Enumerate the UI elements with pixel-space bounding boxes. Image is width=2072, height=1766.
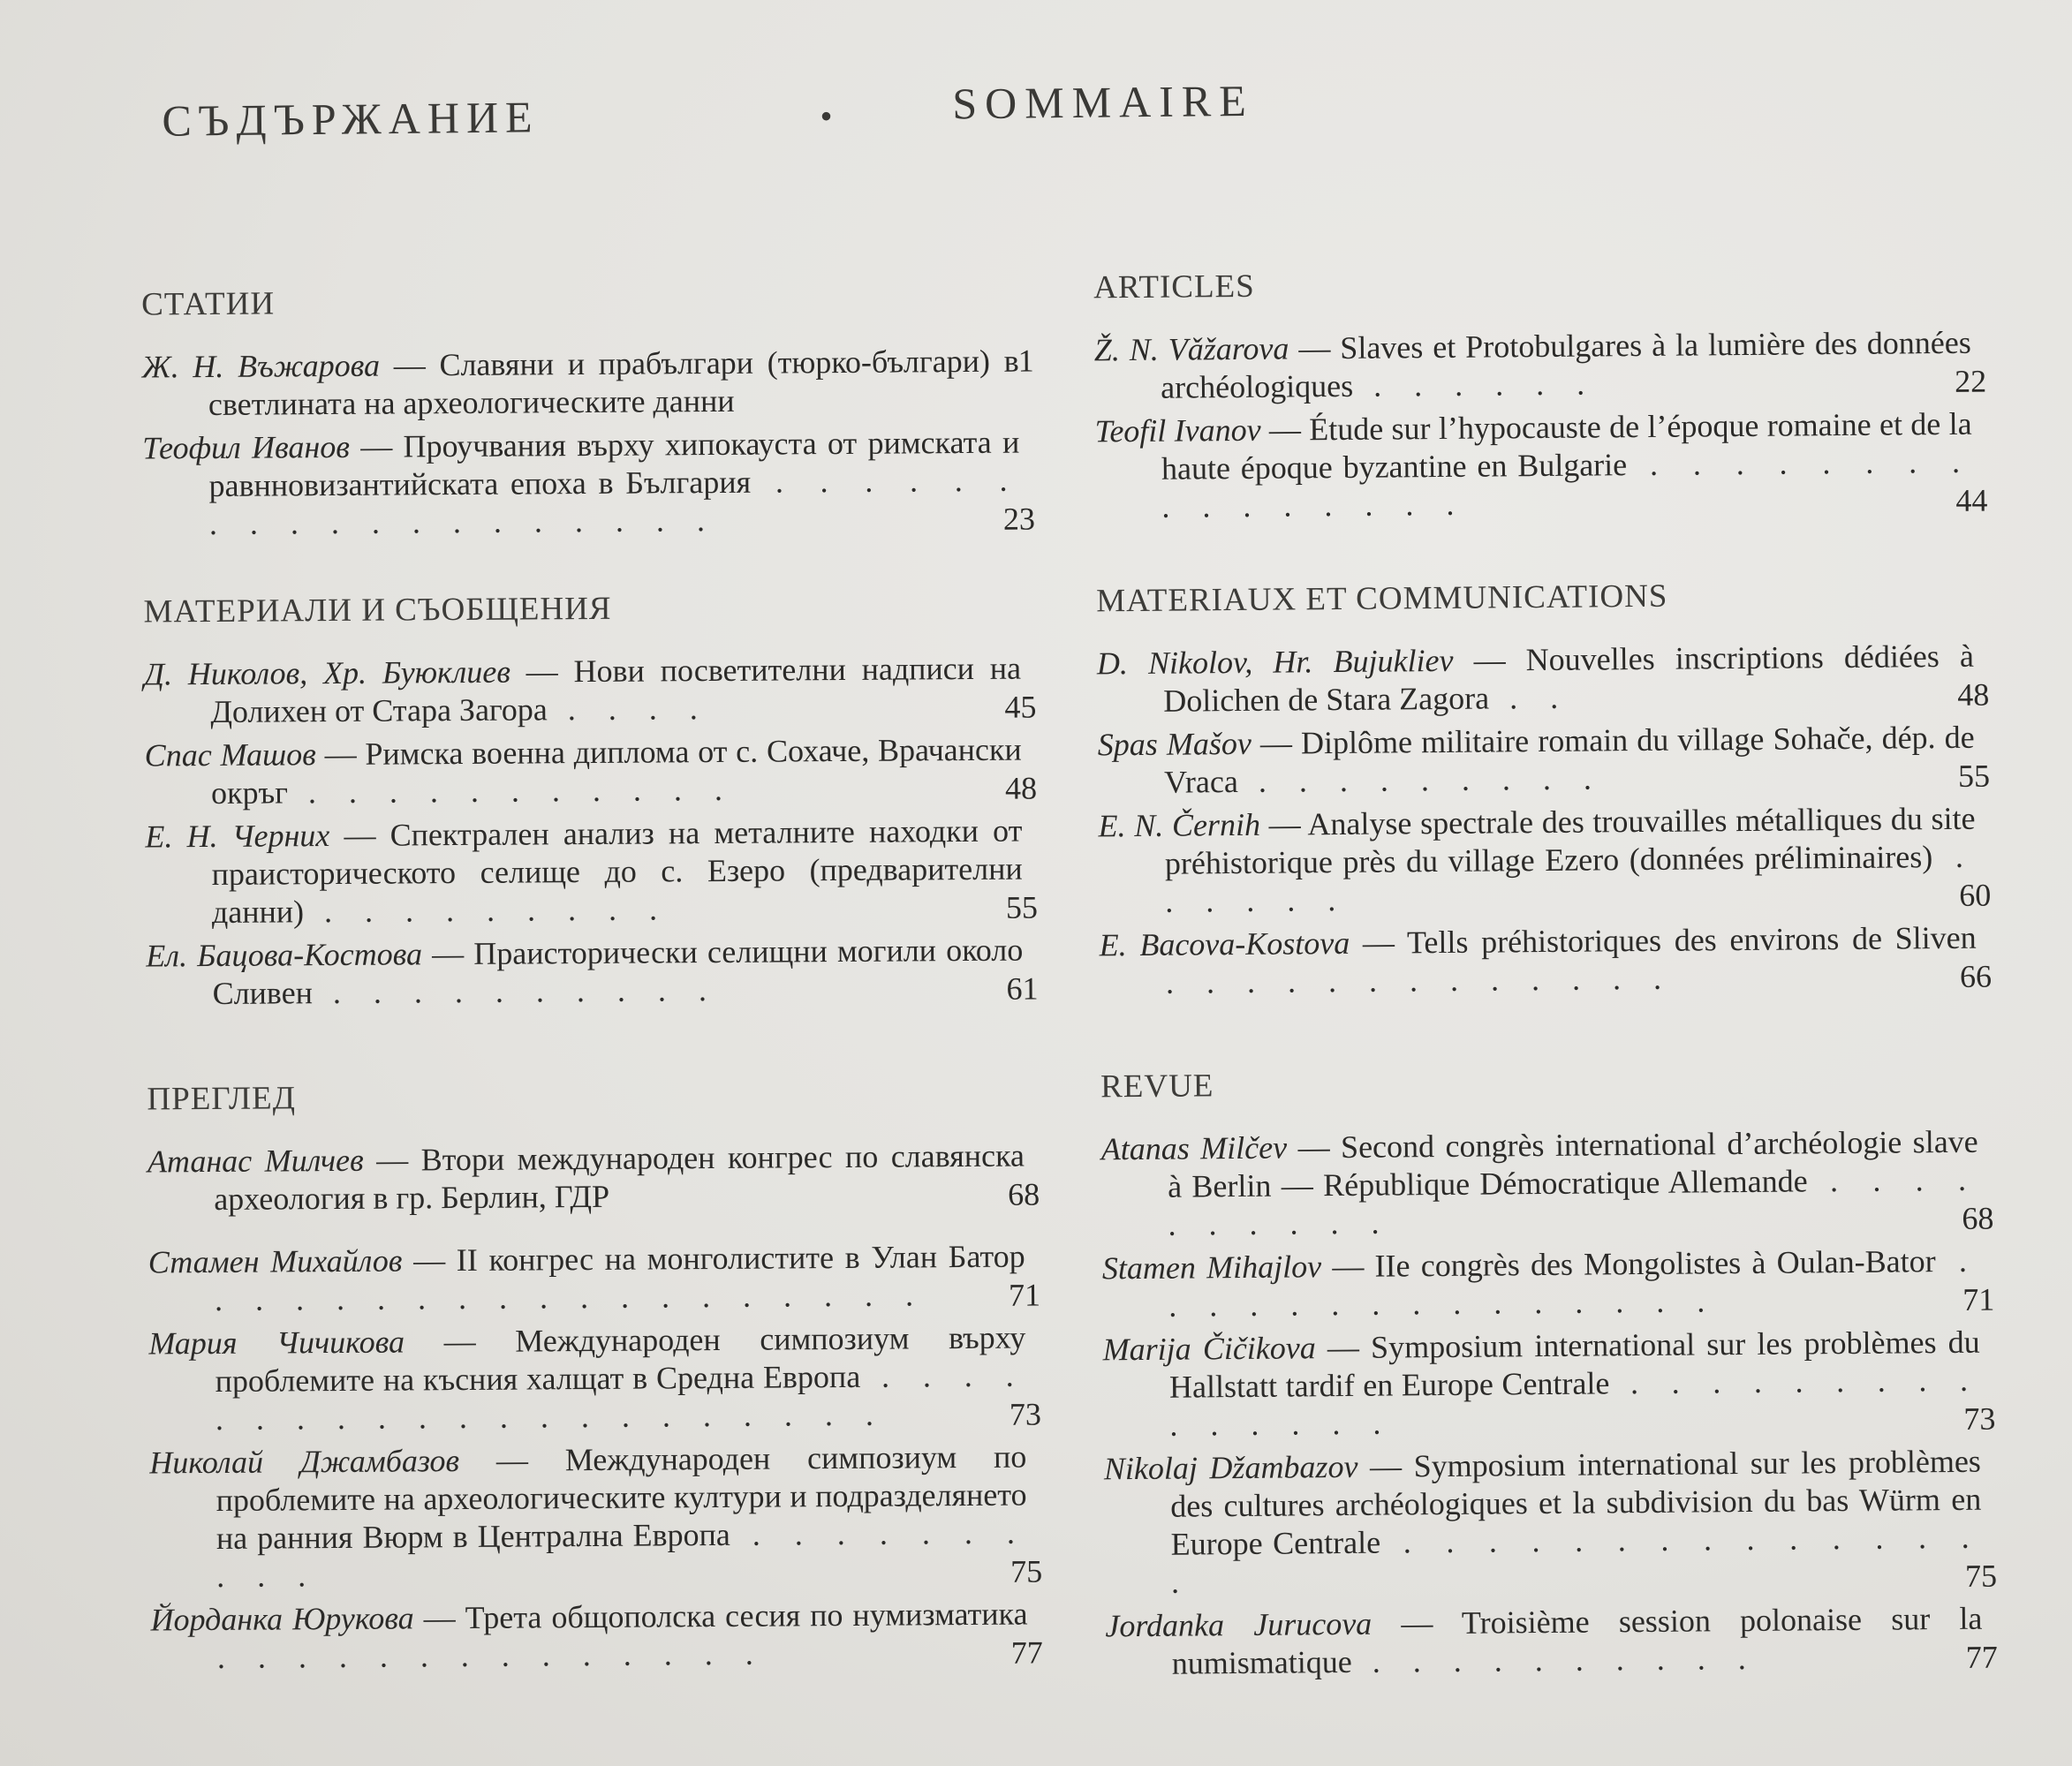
entry-page-number: 23 xyxy=(1002,501,1036,537)
entry-leader: . . . . . . . . . xyxy=(303,891,670,930)
entry-leader: . . . . . . . . . . . . . . . . . . xyxy=(214,1277,926,1317)
entry-page-number: 55 xyxy=(1005,889,1039,925)
entry-leader: . . . . . . . . . . . . . . . xyxy=(1169,1362,1981,1443)
toc-entry[interactable] xyxy=(1100,919,1993,1003)
header-title-french: SOMMAIRE xyxy=(951,75,1255,129)
entry-author: Атанас Милчев xyxy=(147,1142,364,1180)
toc-entry[interactable] xyxy=(148,1318,1041,1438)
entry-leader: . . xyxy=(1488,679,1571,716)
entry-author: Stamen Mihajlov xyxy=(1101,1249,1322,1287)
toc-entry[interactable] xyxy=(145,730,1038,812)
entry-title: — Étude sur l’hypocauste de l’époque romaine et de la haute époque byzantine en Bulgarie xyxy=(1161,405,1972,487)
entry-author: Ел. Бацова-Костова xyxy=(146,936,423,974)
entry-title: — Slaves et Protobulgares à la lumière des données archéologiques xyxy=(1161,324,1971,405)
entry-title: — Tells préhistoriques des environs de Sliven xyxy=(1350,919,1977,961)
section-materials-fr xyxy=(1096,575,1992,1008)
entry-page-number: 61 xyxy=(1006,970,1039,1007)
entry-leader: . . . . . . . . . . . . . . . xyxy=(1170,1519,1982,1600)
entry-page-number: 71 xyxy=(1962,1281,1995,1317)
toc-entry[interactable] xyxy=(148,1237,1041,1319)
entry-title: — Римска военна диплома от с. Сохаче, Врачански окръг xyxy=(210,731,1022,811)
entry-title: — Symposium international sur les problèmes des cultures archéologiques et la subdivision du bas Würm en Europe Centrale xyxy=(1170,1443,1982,1562)
section-review-bg xyxy=(147,1074,1043,1682)
entry-leader: . . . . . . xyxy=(1165,838,1977,919)
entry-title: — Славяни и прабългари (тюрко-българи) в светлината на археологическите данни xyxy=(208,343,1019,422)
entry-leader: . . . . . . . . . . . . . . . . . . . xyxy=(208,462,1020,541)
entry-leader: . . . . . . . . . . . . . . . . . . . . . xyxy=(215,1357,1026,1437)
entry-leader: . . . . . . . . . . . . . xyxy=(1165,960,1675,1000)
entry-page-number: 77 xyxy=(1010,1634,1043,1671)
entry-page-number: 77 xyxy=(1965,1639,1998,1675)
entry-author: Nikolaj Džambazov xyxy=(1103,1448,1358,1487)
entry-leader: . . . . xyxy=(547,691,710,728)
entry-title: — Nouvelles inscriptions dédiées à Dolichen de Stara Zagora xyxy=(1163,638,1975,719)
entry-author: Спас Машов xyxy=(144,736,316,774)
entry-page-number: 66 xyxy=(1959,958,1993,994)
entry-page-number: 71 xyxy=(1008,1277,1041,1313)
entry-page-number: 68 xyxy=(1962,1200,1994,1236)
entry-page-number: 75 xyxy=(1010,1553,1043,1589)
entry-page-number: 48 xyxy=(1004,770,1038,806)
toc-entry[interactable] xyxy=(1097,638,1990,721)
entry-page-number: 68 xyxy=(1008,1176,1040,1212)
toc-entry[interactable] xyxy=(144,649,1037,731)
entry-leader: . . . . . . . . . . xyxy=(1168,1161,1979,1242)
entry-title: — Diplôme militaire romain du village Sohače, dép. de Vraca xyxy=(1163,719,1975,800)
entry-title: — Спектрален анализ на металните находки от праисторическото селище до с. Езеро (предварителни данни) xyxy=(211,812,1023,930)
toc-entry[interactable] xyxy=(147,1136,1040,1219)
entry-author: Е. Н. Черних xyxy=(145,818,330,855)
section-title: СТАТИИ xyxy=(141,285,276,323)
section-materials-bg xyxy=(143,586,1038,1018)
section-title: ПРЕГЛЕД xyxy=(147,1080,297,1118)
entry-leader: . . . . . . xyxy=(1352,366,1598,404)
toc-entry[interactable] xyxy=(1102,1242,1995,1326)
toc-entry[interactable] xyxy=(1094,324,1987,408)
entry-title: — Проучвания върху хипокауста от римската и равнновизантийската епоха в България xyxy=(208,424,1020,503)
entry-author: Николай Джамбазов xyxy=(149,1443,460,1481)
entry-author: Atanas Milčev xyxy=(1100,1129,1288,1167)
entry-leader: . . . . . . . . . . . . . . . . xyxy=(1161,443,1973,525)
entry-title: — IIe congrès des Mongolistes à Oulan-Bator xyxy=(1320,1243,1936,1285)
entry-author: Д. Николов, Хр. Буюклиев xyxy=(143,653,511,692)
toc-entry[interactable] xyxy=(146,931,1039,1013)
entry-author: Jordanka Jurucova xyxy=(1105,1605,1373,1644)
toc-entry[interactable] xyxy=(1104,1443,1997,1603)
entry-page-number: 45 xyxy=(1004,689,1037,725)
entry-leader: . . . . . . . . . . . . . . . xyxy=(1168,1242,1980,1324)
toc-entry[interactable] xyxy=(145,811,1038,932)
entry-leader: . . . . . . . . . . xyxy=(1351,1640,1758,1679)
toc-entry[interactable] xyxy=(1098,800,1991,922)
entry-author: D. Nikolov, Hr. Bujukliev xyxy=(1096,642,1454,682)
entry-title: — Международен симпозиум по проблемите на археологическите култури и подразделянето на ранния Вюрм в Централна Европа xyxy=(216,1438,1027,1556)
entry-page-number: 73 xyxy=(1963,1400,1996,1437)
toc-entry[interactable] xyxy=(150,1595,1043,1677)
toc-entry[interactable] xyxy=(1094,405,1987,527)
entry-leader: . . . . . . . . . . xyxy=(216,1514,1028,1594)
toc-entry[interactable] xyxy=(149,1438,1042,1596)
header-separator: • xyxy=(820,95,840,136)
toc-entry[interactable] xyxy=(142,423,1035,543)
entry-leader: . . . . . . . . . xyxy=(1237,760,1605,799)
entry-page-number: 44 xyxy=(1955,482,1988,518)
entry-author: Стамен Михайлов xyxy=(147,1242,403,1280)
entry-title: — Analyse spectrale des trouvailles métalliques du site préhistorique près du village Ezero (données préliminaires) xyxy=(1164,800,1976,881)
entry-page-number: 75 xyxy=(1964,1558,1998,1594)
entry-page-number: 1 xyxy=(1017,343,1034,379)
header-title-bulgarian: СЪДЪРЖАНИЕ xyxy=(162,92,540,146)
entry-page-number: 22 xyxy=(1954,363,1987,399)
entry-author: Spas Mašov xyxy=(1097,725,1252,763)
entry-title: — Second congrès international d’archéologie slave à Berlin — République Démocratique Allemande xyxy=(1167,1123,1978,1204)
entry-page-number: 60 xyxy=(1959,877,1992,913)
entry-author: Teofil Ivanov xyxy=(1094,411,1261,449)
section-review-fr xyxy=(1100,1060,1998,1689)
entry-author: E. Bacova-Kostova xyxy=(1099,925,1350,963)
entry-author: Теофил Иванов xyxy=(142,428,351,466)
entry-title: — II конгрес на монголистите в Улан Батор xyxy=(402,1238,1025,1279)
section-articles-fr xyxy=(1093,261,1988,532)
entry-page-number: 48 xyxy=(1957,676,1990,713)
entry-title: — Трета общополска сесия по нумизматика xyxy=(413,1596,1028,1636)
toc-entry[interactable] xyxy=(1103,1324,1996,1445)
section-title: ARTICLES xyxy=(1093,268,1255,306)
toc-entry[interactable] xyxy=(1098,719,1991,803)
entry-title: — Symposium international sur les problèmes du Hallstatt tardif en Europe Centrale xyxy=(1168,1324,1980,1405)
entry-author: Ж. Н. Въжарова xyxy=(141,347,381,385)
entry-author: Йорданка Юрукова xyxy=(150,1600,414,1638)
entry-title: — Международен симпозиум върху проблемите на късния халщат в Средна Европа xyxy=(215,1319,1026,1399)
entry-author: Мария Чичикова xyxy=(148,1324,405,1362)
section-title: MATERIAUX ET COMMUNICATIONS xyxy=(1096,577,1668,620)
entry-title: — Праисторически селищни могили около Сливен xyxy=(212,932,1024,1011)
section-title: REVUE xyxy=(1100,1068,1214,1106)
entry-page-number: 55 xyxy=(1957,758,1991,794)
entry-page-number: 73 xyxy=(1009,1396,1042,1432)
entry-title: — Втори международен конгрес по славянска археология в гр. Берлин, ГДР xyxy=(214,1137,1025,1217)
section-title: МАТЕРИАЛИ И СЪОБЩЕНИЯ xyxy=(143,590,612,630)
entry-leader: . . . . . . . . . . xyxy=(312,971,720,1011)
toc-entry[interactable] xyxy=(1105,1600,1998,1684)
entry-author: Marija Čičikova xyxy=(1102,1330,1316,1368)
entry-leader: . . . . . . . . . . . . . . xyxy=(216,1635,766,1675)
toc-entry[interactable] xyxy=(1101,1123,1994,1245)
entry-title: — Нови посветителни надписи на Долихен от Стара Загора xyxy=(210,650,1022,729)
entry-author: E. N. Černih xyxy=(1098,806,1261,844)
entry-author: Ž. N. Vǎžarova xyxy=(1093,330,1289,368)
toc-entry[interactable] xyxy=(142,342,1035,424)
section-articles-bg xyxy=(141,279,1035,548)
entry-title: — Troisième session polonaise sur la numismatique xyxy=(1171,1600,1983,1681)
entry-leader: . . . . . . . . . . . xyxy=(287,771,736,811)
